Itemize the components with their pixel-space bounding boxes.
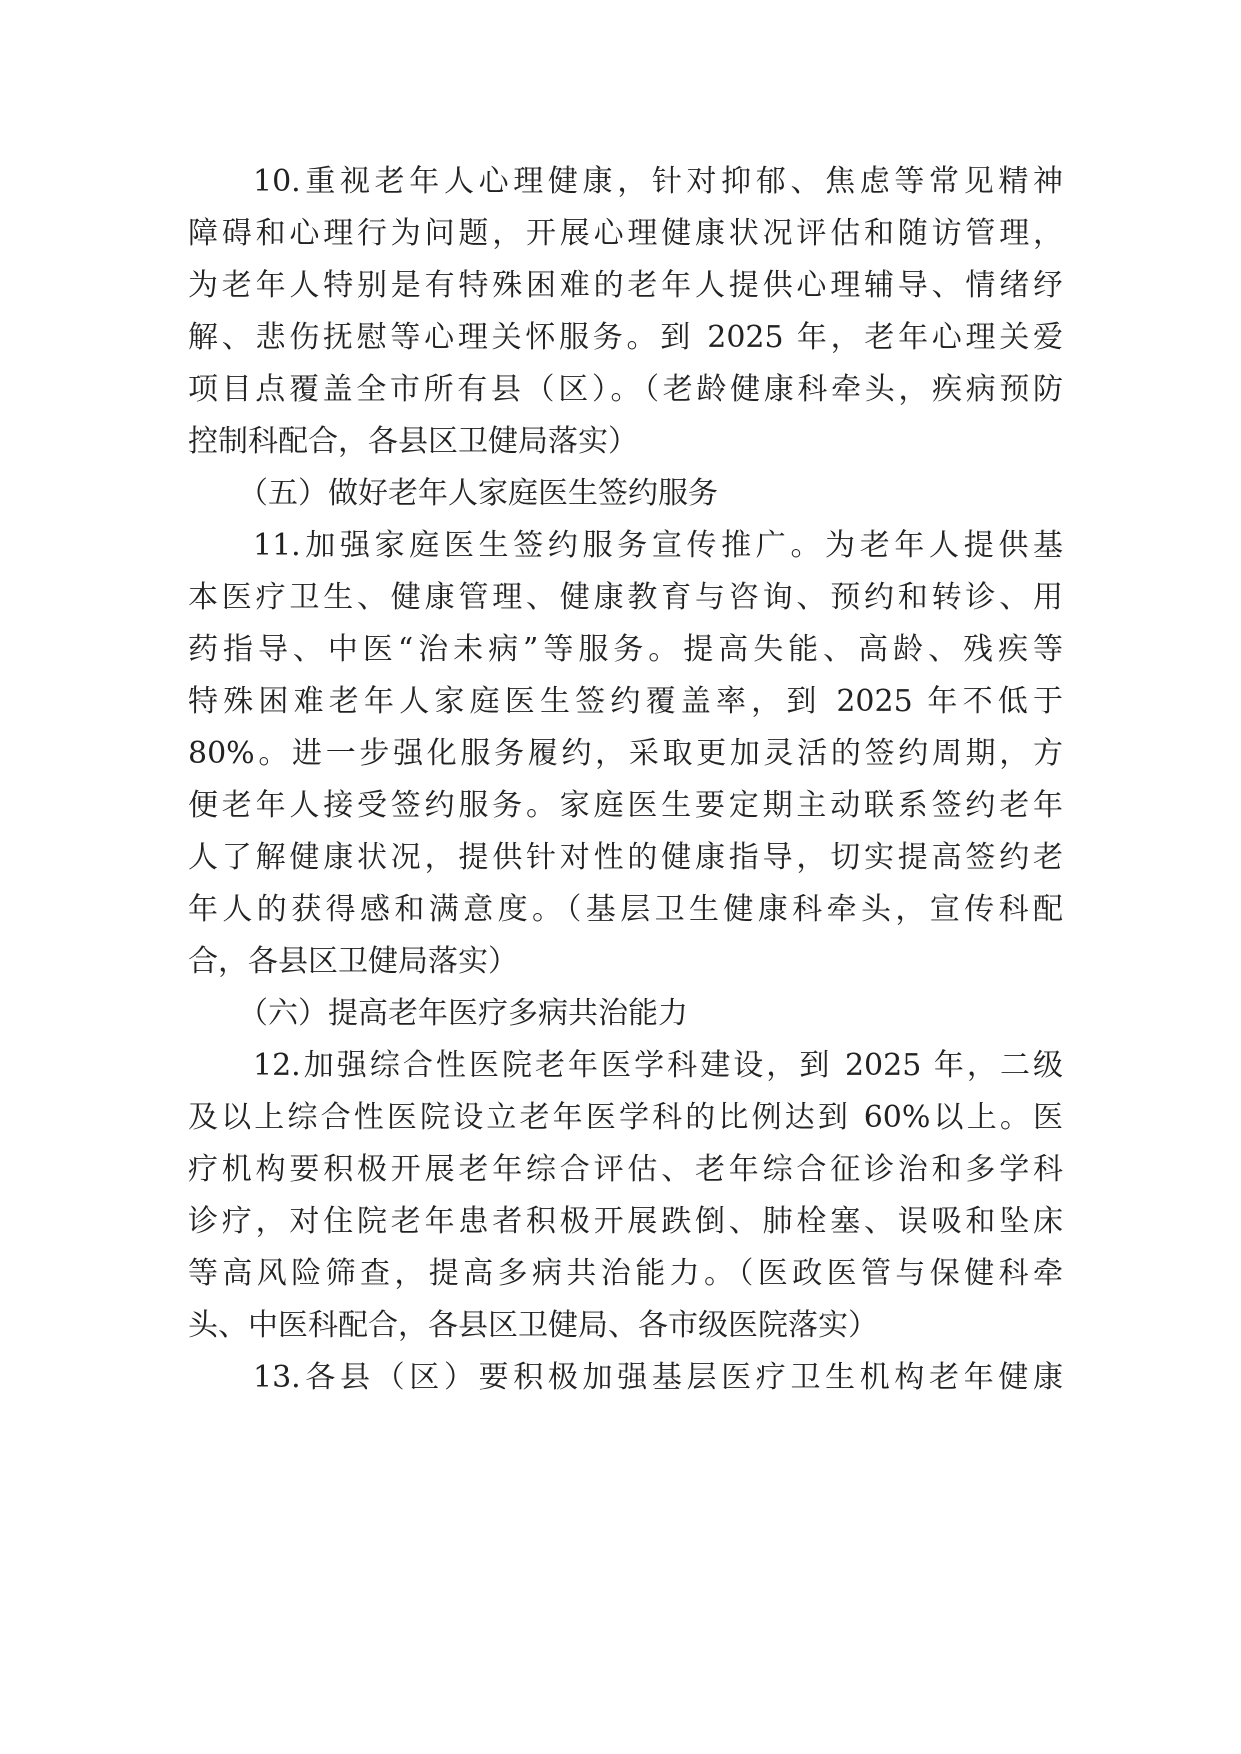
para12-line-1: 12.加强综合性医院老年医学科建设，到 2025 年，二级 xyxy=(253,1048,1063,1083)
section-heading-5: （五）做好老年人家庭医生签约服务 xyxy=(238,476,718,511)
para10-line-3: 为老年人特别是有特殊困难的老年人提供心理辅导、情绪纾 xyxy=(188,268,1063,303)
para11-line-5: 80%。进一步强化服务履约，采取更加灵活的签约周期，方 xyxy=(188,736,1063,771)
para11-line-4: 特殊困难老年人家庭医生签约覆盖率，到 2025 年不低于 xyxy=(188,684,1063,719)
para11-line-7: 人了解健康状况，提供针对性的健康指导，切实提高签约老 xyxy=(188,840,1063,875)
para11-line-3: 药指导、中医“治未病”等服务。提高失能、高龄、残疾等 xyxy=(188,632,1063,667)
para10-line-5: 项目点覆盖全市所有县（区）。（老龄健康科牵头，疾病预防 xyxy=(188,372,1063,407)
para12-line-2: 及以上综合性医院设立老年医学科的比例达到 60%以上。医 xyxy=(188,1100,1063,1135)
para10-line-1: 10.重视老年人心理健康，针对抑郁、焦虑等常见精神 xyxy=(253,164,1063,199)
para12-line-3: 疗机构要积极开展老年综合评估、老年综合征诊治和多学科 xyxy=(188,1152,1063,1187)
para11-line-1: 11.加强家庭医生签约服务宣传推广。为老年人提供基 xyxy=(253,528,1063,563)
para10-line-6: 控制科配合，各县区卫健局落实） xyxy=(188,424,638,459)
section-heading-6: （六）提高老年医疗多病共治能力 xyxy=(238,996,688,1031)
para12-line-6: 头、中医科配合，各县区卫健局、各市级医院落实） xyxy=(188,1308,878,1343)
para11-line-9: 合，各县区卫健局落实） xyxy=(188,944,518,979)
para10-line-4: 解、悲伤抚慰等心理关怀服务。到 2025 年，老年心理关爱 xyxy=(188,320,1063,355)
para12-line-4: 诊疗，对住院老年患者积极开展跌倒、肺栓塞、误吸和坠床 xyxy=(188,1204,1063,1239)
para12-line-5: 等高风险筛查，提高多病共治能力。（医政医管与保健科牵 xyxy=(188,1256,1063,1291)
para10-line-2: 障碍和心理行为问题，开展心理健康状况评估和随访管理， xyxy=(188,216,1063,251)
para11-line-2: 本医疗卫生、健康管理、健康教育与咨询、预约和转诊、用 xyxy=(188,580,1063,615)
para11-line-8: 年人的获得感和满意度。（基层卫生健康科牵头，宣传科配 xyxy=(188,892,1063,927)
para13-line-1: 13.各县（区）要积极加强基层医疗卫生机构老年健康 xyxy=(253,1360,1063,1395)
para11-line-6: 便老年人接受签约服务。家庭医生要定期主动联系签约老年 xyxy=(188,788,1063,823)
